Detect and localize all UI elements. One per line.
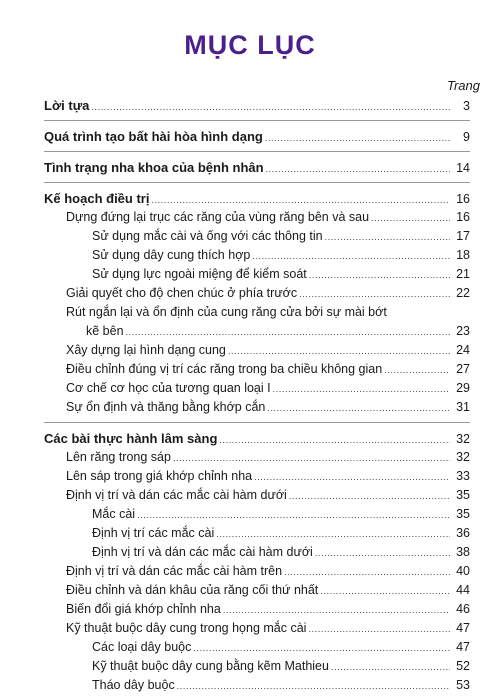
toc-entry-title: Mắc cài (92, 507, 136, 521)
dot-leader (331, 658, 450, 677)
section-divider (44, 182, 470, 183)
toc-section[interactable] (44, 127, 470, 146)
toc-entry-title: Kỹ thuật buộc dây cung trong họng mắc cài (66, 621, 307, 635)
toc-entry-title: Sử dụng mắc cài và ống với các thông tin (92, 229, 323, 243)
dot-leader (254, 468, 450, 487)
toc-entry-page: 38 (456, 545, 470, 559)
toc-entry[interactable] (44, 486, 470, 505)
dot-leader (273, 380, 450, 399)
toc-entry[interactable] (44, 208, 470, 227)
toc-entry-page: 46 (456, 602, 470, 616)
toc-entry-page: 35 (456, 488, 470, 502)
toc-entry[interactable] (44, 562, 470, 581)
toc-entry-title: Định vị trí và dán các mắc cài hàm dưới (92, 545, 313, 559)
toc-entry[interactable] (44, 676, 470, 695)
dot-leader (265, 129, 450, 148)
toc-entry[interactable] (44, 341, 470, 360)
toc-entry[interactable] (44, 303, 470, 322)
toc-entry-page: 17 (456, 229, 470, 243)
dot-leader (320, 582, 450, 601)
section-divider (44, 422, 470, 423)
toc-section[interactable] (44, 96, 470, 115)
toc-entry-title: Các bài thực hành lâm sàng (44, 431, 218, 446)
toc-entry-page: 33 (456, 469, 470, 483)
section-divider (44, 120, 470, 121)
toc-section[interactable] (44, 189, 470, 208)
toc-entry-title: Kế hoạch điều trị (44, 191, 150, 206)
toc-entry-page: 14 (456, 161, 470, 175)
toc-entry[interactable] (44, 505, 470, 524)
toc-entry-title: Tháo dây buộc (92, 678, 175, 692)
toc-entry-page: 36 (456, 526, 470, 540)
section-divider (44, 151, 470, 152)
table-of-contents (44, 96, 470, 695)
toc-entry-page: 47 (456, 640, 470, 654)
toc-entry-page: 32 (456, 450, 470, 464)
dot-leader (299, 285, 450, 304)
toc-entry[interactable] (44, 638, 470, 657)
dot-leader (223, 601, 450, 620)
toc-entry-page: 53 (456, 678, 470, 692)
toc-entry[interactable] (44, 246, 470, 265)
toc-entry-page: 16 (456, 192, 470, 206)
toc-entry[interactable] (44, 600, 470, 619)
toc-section[interactable] (44, 158, 470, 177)
toc-entry-title: Quá trình tạo bất hài hòa hình dạng (44, 129, 263, 144)
dot-leader (266, 160, 450, 179)
toc-entry-page: 47 (456, 621, 470, 635)
dot-leader (126, 323, 450, 342)
dot-leader (219, 431, 450, 450)
toc-entry-title: Tình trạng nha khoa của bệnh nhân (44, 160, 264, 175)
toc-entry-title: Lời tựa (44, 98, 90, 113)
toc-entry[interactable] (44, 467, 470, 486)
toc-entry-title: Biến đổi giá khớp chỉnh nha (66, 602, 221, 616)
dot-leader (325, 228, 450, 247)
toc-entry-page: 23 (456, 324, 470, 338)
toc-entry-page: 3 (463, 99, 470, 113)
toc-entry[interactable] (44, 543, 470, 562)
toc-entry[interactable] (44, 581, 470, 600)
dot-leader (173, 449, 450, 468)
toc-entry[interactable] (44, 524, 470, 543)
toc-entry[interactable] (44, 657, 470, 676)
dot-leader (137, 506, 450, 525)
dot-leader (91, 98, 450, 117)
toc-entry-page: 18 (456, 248, 470, 262)
toc-entry-page: 44 (456, 583, 470, 597)
dot-leader (267, 399, 450, 418)
dot-leader (177, 677, 450, 696)
toc-entry-title: Cơ chế cơ học của tương quan loại I (66, 381, 271, 395)
toc-entry-title: Dựng đứng lại trục các răng của vùng răng bên và sau (66, 210, 370, 224)
toc-entry-page: 27 (456, 362, 470, 376)
page-title: MỤC LỤC (184, 30, 316, 60)
toc-entry-title: Lên răng trong sáp (66, 450, 171, 464)
dot-leader (315, 544, 450, 563)
dot-leader (193, 639, 450, 658)
toc-entry-page: 40 (456, 564, 470, 578)
dot-leader (308, 620, 450, 639)
toc-entry-title: Rút ngắn lại và ổn định của cung răng cửa bởi sự mài bớt (66, 305, 387, 319)
dot-leader (228, 342, 450, 361)
toc-entry-title: Sự ổn định và thăng bằng khớp cắn (66, 400, 266, 414)
toc-entry-title: kẽ bên (86, 324, 124, 338)
toc-entry[interactable] (44, 360, 470, 379)
toc-entry-page: 22 (456, 286, 470, 300)
toc-entry-page: 16 (456, 210, 470, 224)
toc-entry-title: Giải quyết cho độ chen chúc ở phía trước (66, 286, 298, 300)
toc-entry-page: 24 (456, 343, 470, 357)
toc-section[interactable] (44, 429, 470, 448)
toc-entry-title: Kỹ thuật buộc dây cung bằng kẽm Mathieu (92, 659, 329, 673)
toc-entry-title: Xây dựng lại hình dạng cung (66, 343, 226, 357)
toc-entry-page: 31 (456, 400, 470, 414)
toc-entry-title: Điều chỉnh đúng vị trí các răng trong ba chiều không gian (66, 362, 383, 376)
toc-entry[interactable] (44, 227, 470, 246)
toc-entry[interactable] (44, 379, 470, 398)
toc-entry-page: 35 (456, 507, 470, 521)
dot-leader (289, 487, 450, 506)
toc-entry[interactable] (44, 265, 470, 284)
toc-entry-title: Điều chỉnh và dán khâu của răng cối thứ nhất (66, 583, 319, 597)
toc-entry-page: 29 (456, 381, 470, 395)
toc-entry[interactable] (44, 448, 470, 467)
toc-entry-title: Lên sáp trong giá khớp chỉnh nha (66, 469, 253, 483)
toc-entry-title: Định vị trí các mắc cài (92, 526, 215, 540)
toc-entry-title: Định vị trí và dán các mắc cài hàm trên (66, 564, 283, 578)
dot-leader (384, 361, 450, 380)
page-column-header: Trang (447, 78, 480, 93)
toc-entry[interactable] (44, 322, 470, 341)
toc-entry[interactable] (44, 284, 470, 303)
toc-entry-page: 52 (456, 659, 470, 673)
toc-entry-title: Sử dụng lực ngoài miệng để kiểm soát (92, 267, 307, 281)
toc-entry-title: Định vị trí và dán các mắc cài hàm dưới (66, 488, 287, 502)
toc-entry-page: 21 (456, 267, 470, 281)
dot-leader (216, 525, 450, 544)
toc-entry-title: Các loại dây buộc (92, 640, 192, 654)
dot-leader (371, 209, 450, 228)
toc-entry-page: 9 (463, 130, 470, 144)
dot-leader (284, 563, 450, 582)
dot-leader (252, 247, 450, 266)
toc-entry-title: Sử dụng dây cung thích hợp (92, 248, 251, 262)
toc-entry[interactable] (44, 398, 470, 417)
dot-leader (309, 266, 450, 285)
toc-entry-page: 32 (456, 432, 470, 446)
toc-entry[interactable] (44, 619, 470, 638)
